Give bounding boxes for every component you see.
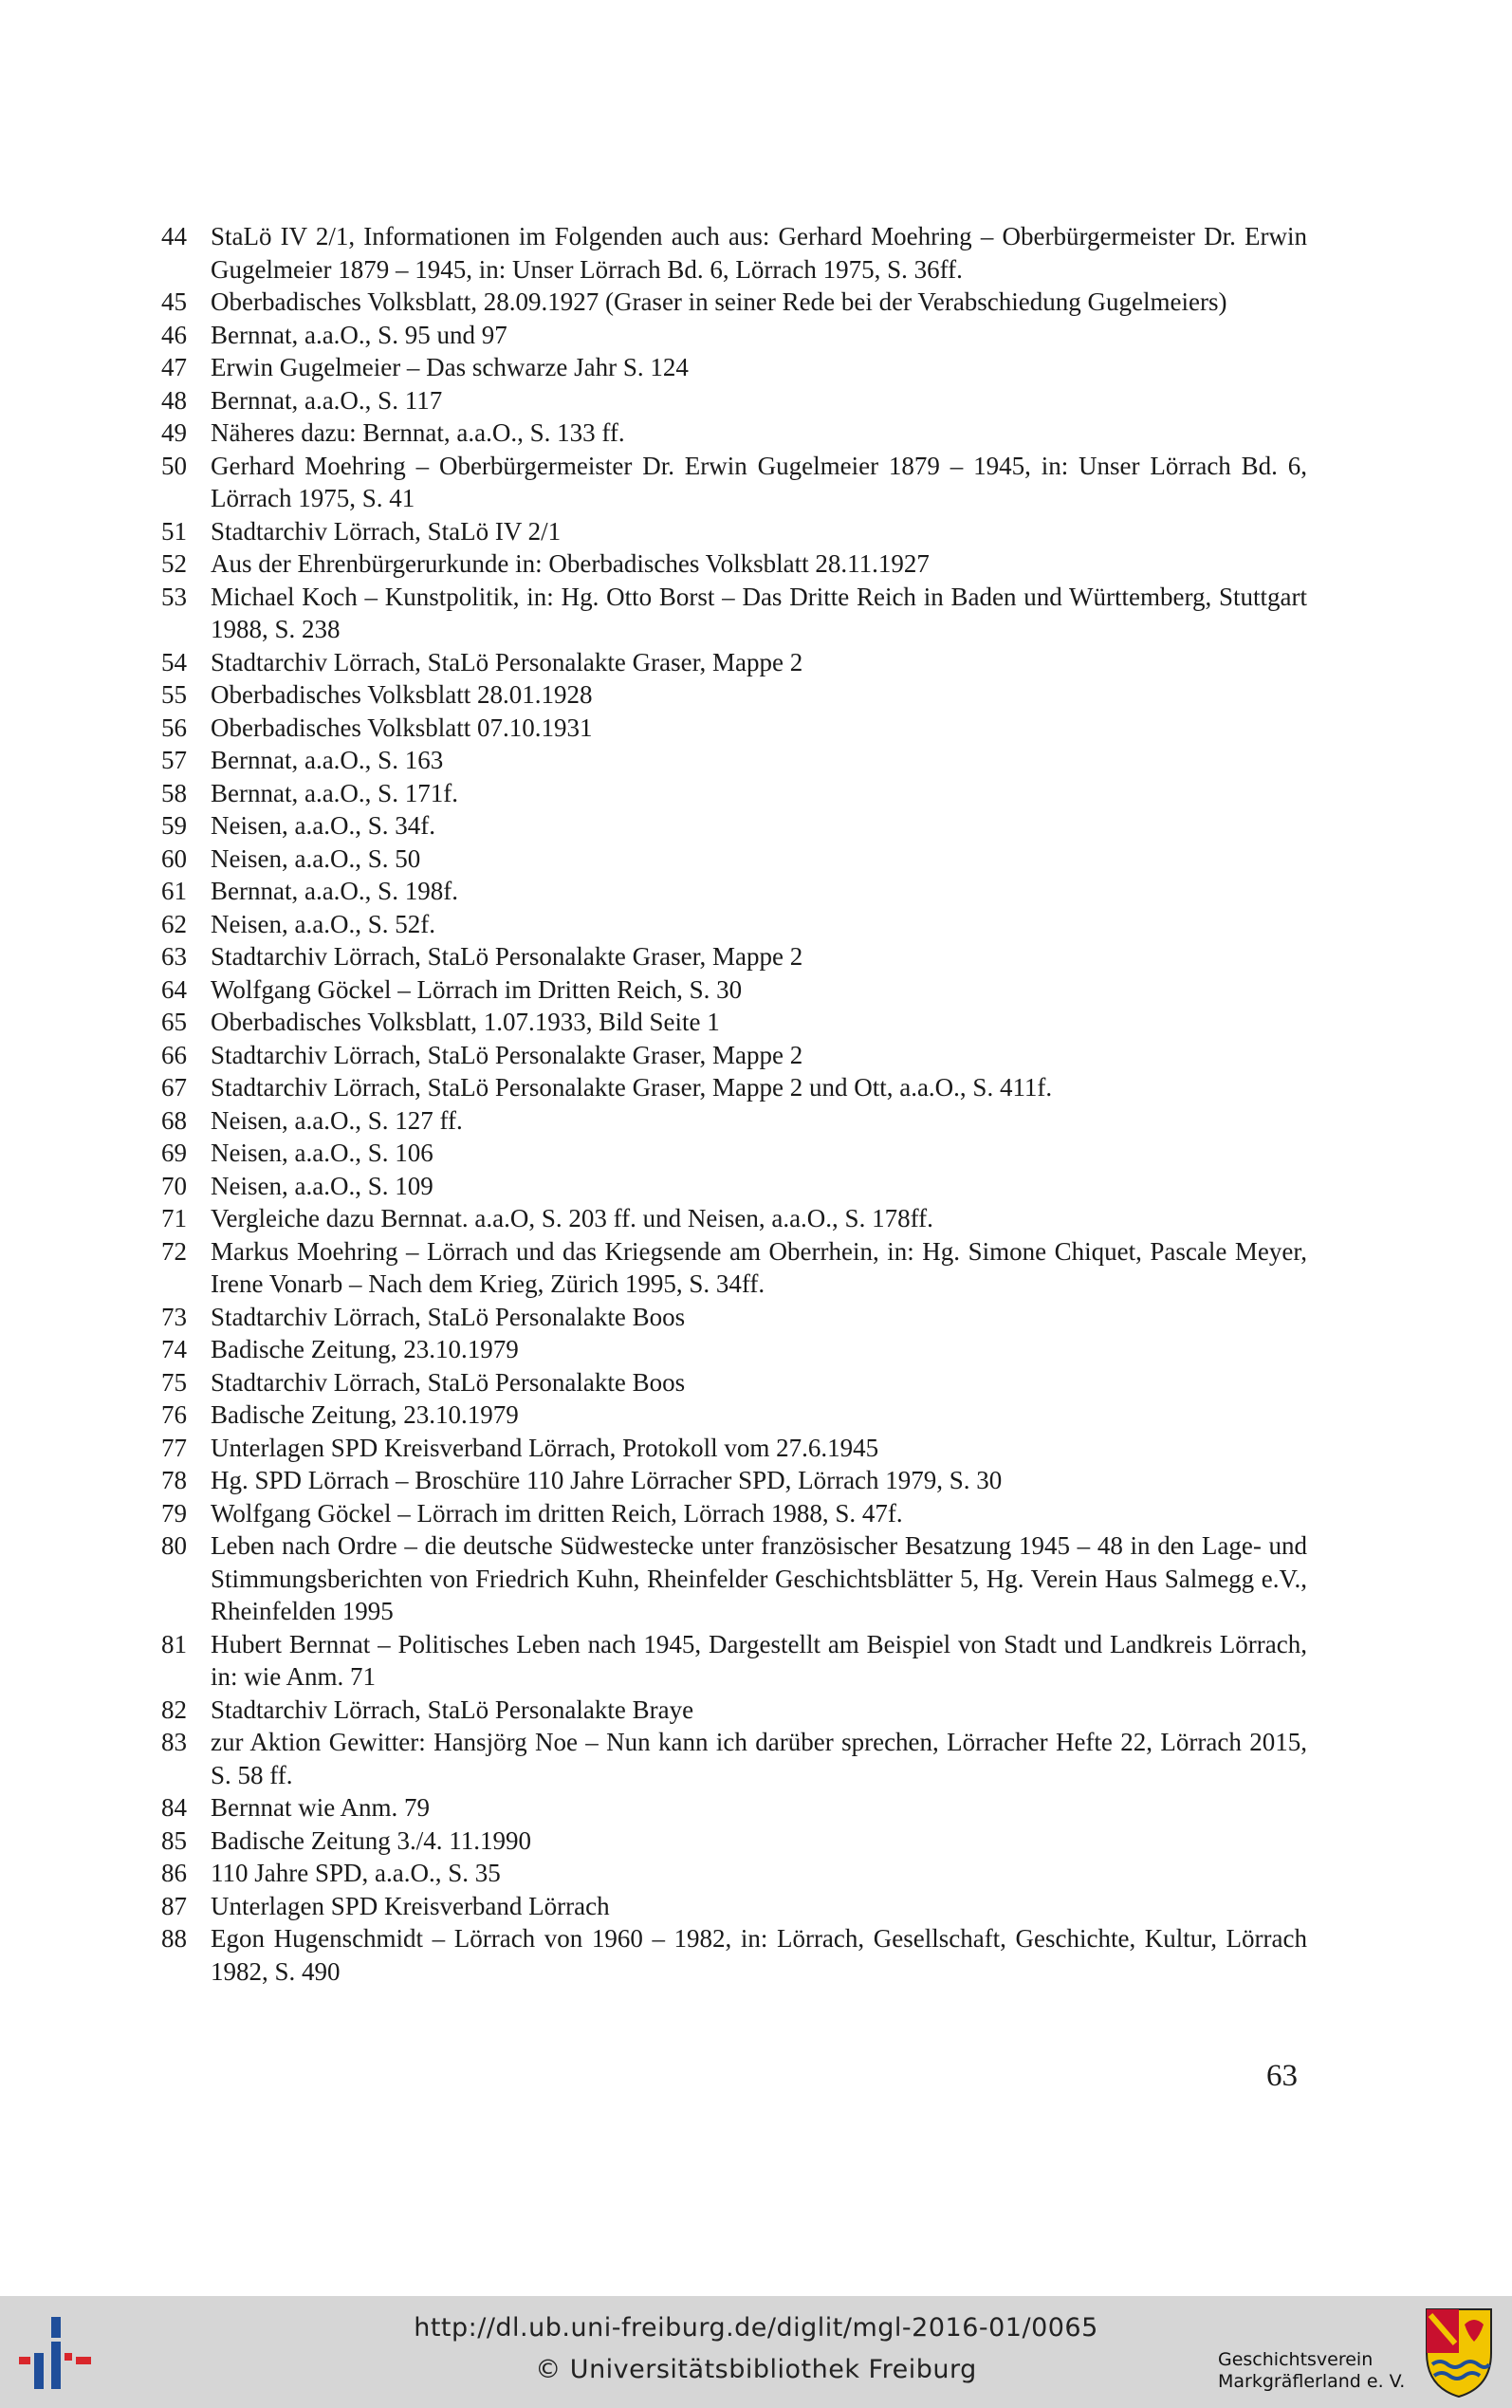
footnote-text: Stadtarchiv Lörrach, StaLö Personalakte Graser, Mappe 2	[211, 647, 803, 676]
footnote-item	[161, 1791, 1307, 1825]
footnote-text: Egon Hugenschmidt – Lörrach von 1960 – 1982, in: Lörrach, Gesellschaft, Geschichte, Kultur, Lörrach 1982, S. 490	[211, 1924, 1307, 1986]
footnote-text: Neisen, a.a.O., S. 109	[211, 1171, 433, 1200]
footnote-text: Leben nach Ordre – die deutsche Südwestecke unter französischer Besatzung 1945 – 48 in den Lage- und Stimmungsberichten von Friedrich Kuhn, Rheinfelder Geschichtsblätter 5, Hg. Verein Haus Salmegg e.V., Rheinfelden 1995	[211, 1531, 1307, 1625]
footnote-item	[161, 908, 1307, 941]
footnote-number: 52	[161, 549, 187, 578]
footnote-number: 57	[161, 746, 187, 774]
footnote-text: Wolfgang Göckel – Lörrach im Dritten Reich, S. 30	[211, 974, 743, 1004]
footnote-text: Näheres dazu: Bernnat, a.a.O., S. 133 ff.	[211, 418, 625, 447]
footnote-item	[161, 1497, 1307, 1530]
footnote-number: 50	[161, 451, 187, 480]
footnote-text: Bernnat, a.a.O., S. 198f.	[211, 877, 458, 905]
footnote-text: Badische Zeitung 3./4. 11.1990	[211, 1825, 531, 1855]
footnote-text: Stadtarchiv Lörrach, StaLö IV 2/1	[211, 516, 562, 546]
footnote-text: Neisen, a.a.O., S. 127 ff.	[211, 1105, 463, 1135]
footnote-number: 58	[161, 778, 187, 807]
footnote-item	[161, 1137, 1307, 1170]
footnote-item	[161, 1464, 1307, 1497]
footnote-text: Badische Zeitung, 23.10.1979	[211, 1335, 519, 1363]
footnote-item	[161, 1039, 1307, 1072]
footnote-text: Hg. SPD Lörrach – Broschüre 110 Jahre Lörracher SPD, Lörrach 1979, S. 30	[211, 1466, 1003, 1494]
footnote-item	[161, 646, 1307, 679]
footnote-number: 60	[161, 843, 187, 873]
copyright-notice: © Universitätsbibliothek Freiburg	[535, 2355, 977, 2384]
footnote-text: Erwin Gugelmeier – Das schwarze Jahr S. 124	[211, 353, 689, 381]
footnote-text: Bernnat wie Anm. 79	[211, 1793, 430, 1822]
footnote-item	[161, 351, 1307, 384]
footnote-text: Bernnat, a.a.O., S. 163	[211, 746, 444, 774]
footnote-number: 46	[161, 320, 187, 349]
footnote-item	[161, 940, 1307, 973]
footnote-text: Markus Moehring – Lörrach und das Kriegsende am Oberrhein, in: Hg. Simone Chiquet, Pascale Meyer, Irene Vonarb – Nach dem Krieg, Zürich 1995, S. 34ff.	[211, 1236, 1307, 1298]
society-name	[1218, 2349, 1436, 2393]
footnote-number: 81	[161, 1629, 187, 1658]
footnote-text: Neisen, a.a.O., S. 34f.	[211, 811, 435, 840]
footnote-number: 72	[161, 1236, 187, 1266]
footnote-number: 59	[161, 811, 187, 840]
footnote-item	[161, 515, 1307, 548]
footnote-item	[161, 1333, 1307, 1366]
footnote-text: Vergleiche dazu Bernnat. a.a.O, S. 203 ff. und Neisen, a.a.O., S. 178ff.	[211, 1204, 933, 1232]
footnote-number: 83	[161, 1728, 187, 1756]
footnote-item	[161, 1529, 1307, 1628]
footnote-number: 47	[161, 353, 187, 381]
footnote-number: 85	[161, 1825, 187, 1855]
footnote-number: 86	[161, 1859, 187, 1887]
footnote-item	[161, 712, 1307, 745]
footnote-number: 68	[161, 1105, 187, 1135]
footnote-text: Gerhard Moehring – Oberbürgermeister Dr. Erwin Gugelmeier 1879 – 1945, in: Unser Lörrach Bd. 6, Lörrach 1975, S. 41	[211, 451, 1307, 512]
footnote-item	[161, 1071, 1307, 1104]
society-name-line2: Markgräflerland e. V.	[1218, 2371, 1406, 2392]
footnote-item	[161, 1006, 1307, 1039]
footnote-number: 62	[161, 909, 187, 938]
footnote-number: 51	[161, 516, 187, 546]
footnote-item	[161, 1922, 1307, 1988]
footnote-number: 76	[161, 1400, 187, 1429]
footnote-number: 66	[161, 1040, 187, 1069]
footnote-number: 74	[161, 1335, 187, 1363]
footnote-text: Badische Zeitung, 23.10.1979	[211, 1400, 519, 1429]
footnote-number: 63	[161, 942, 187, 971]
footnote-item	[161, 1694, 1307, 1727]
footnote-item	[161, 1432, 1307, 1465]
footnote-number: 67	[161, 1073, 187, 1102]
footnote-text: Hubert Bernnat – Politisches Leben nach 1945, Dargestellt am Beispiel von Stadt und Landkreis Lörrach, in: wie Anm. 71	[211, 1629, 1307, 1691]
footnote-text: Stadtarchiv Lörrach, StaLö Personalakte Graser, Mappe 2	[211, 942, 803, 971]
footnote-item	[161, 1170, 1307, 1203]
footnote-item	[161, 319, 1307, 352]
footnote-item	[161, 384, 1307, 417]
footnote-number: 53	[161, 582, 187, 611]
footnote-item	[161, 417, 1307, 450]
footnote-number: 64	[161, 974, 187, 1004]
footnote-text: Stadtarchiv Lörrach, StaLö Personalakte Boos	[211, 1302, 686, 1331]
footnote-number: 61	[161, 877, 187, 905]
footnote-text: Stadtarchiv Lörrach, StaLö Personalakte Graser, Mappe 2 und Ott, a.a.O., S. 411f.	[211, 1073, 1053, 1102]
footnote-item	[161, 1366, 1307, 1399]
footnote-number: 82	[161, 1695, 187, 1724]
footnote-text: Stadtarchiv Lörrach, StaLö Personalakte Boos	[211, 1367, 686, 1397]
footnote-number: 45	[161, 287, 187, 316]
footnote-number: 77	[161, 1433, 187, 1462]
footnote-text: Oberbadisches Volksblatt 07.10.1931	[211, 713, 593, 742]
footnote-item	[161, 1235, 1307, 1301]
footnote-item	[161, 678, 1307, 712]
digitization-url-link[interactable]: http://dl.ub.uni-freiburg.de/diglit/mgl-2016-01/0065	[414, 2313, 1098, 2343]
footnote-number: 54	[161, 647, 187, 676]
footnote-text: zur Aktion Gewitter: Hansjörg Noe – Nun kann ich darüber sprechen, Lörracher Hefte 22, Lörrach 2015, S. 58 ff.	[211, 1728, 1307, 1789]
footnote-text: Unterlagen SPD Kreisverband Lörrach, Protokoll vom 27.6.1945	[211, 1433, 879, 1462]
footnote-text: Michael Koch – Kunstpolitik, in: Hg. Otto Borst – Das Dritte Reich in Baden und Württemberg, Stuttgart 1988, S. 238	[211, 582, 1307, 643]
footnote-text: Bernnat, a.a.O., S. 117	[211, 385, 443, 415]
footnote-item	[161, 220, 1307, 286]
footnote-number: 78	[161, 1466, 187, 1494]
page-number: 63	[1266, 2059, 1298, 2093]
footnote-number: 48	[161, 385, 187, 415]
footnote-number: 65	[161, 1008, 187, 1036]
footnote-item	[161, 1628, 1307, 1694]
footnote-item	[161, 1857, 1307, 1890]
footnote-number: 69	[161, 1139, 187, 1167]
footnote-text: Bernnat, a.a.O., S. 95 und 97	[211, 320, 507, 349]
footnote-text: Wolfgang Göckel – Lörrach im dritten Reich, Lörrach 1988, S. 47f.	[211, 1498, 903, 1528]
footnote-number: 80	[161, 1531, 187, 1560]
footnote-text: StaLö IV 2/1, Informationen im Folgenden auch aus: Gerhard Moehring – Oberbürgermeister Dr. Erwin Gugelmeier 1879 – 1945, in: Unser Lörrach Bd. 6, Lörrach 1975, S. 36ff.	[211, 222, 1307, 284]
footnote-item	[161, 286, 1307, 319]
library-footer-bar	[0, 2296, 1512, 2408]
footnote-item	[161, 1398, 1307, 1432]
footnote-number: 70	[161, 1171, 187, 1200]
footnote-text: Neisen, a.a.O., S. 52f.	[211, 909, 435, 938]
footnote-number: 55	[161, 680, 187, 709]
footnote-number: 56	[161, 713, 187, 742]
footnote-item	[161, 547, 1307, 581]
footnote-item	[161, 875, 1307, 908]
footnote-text: Stadtarchiv Lörrach, StaLö Personalakte Braye	[211, 1695, 694, 1724]
footnote-item	[161, 973, 1307, 1007]
footnote-text: Oberbadisches Volksblatt 28.01.1928	[211, 680, 593, 709]
footnote-item	[161, 1726, 1307, 1791]
footnote-item	[161, 1890, 1307, 1923]
footnote-number: 84	[161, 1793, 187, 1822]
footnote-text: 110 Jahre SPD, a.a.O., S. 35	[211, 1859, 501, 1887]
footnotes-list	[161, 220, 1307, 1988]
footnote-item	[161, 843, 1307, 876]
footnote-item	[161, 1202, 1307, 1235]
footnote-text: Oberbadisches Volksblatt, 1.07.1933, Bild Seite 1	[211, 1008, 720, 1036]
footnote-number: 87	[161, 1891, 187, 1920]
footnote-number: 73	[161, 1302, 187, 1331]
footnote-text: Unterlagen SPD Kreisverband Lörrach	[211, 1891, 610, 1920]
footnote-text: Bernnat, a.a.O., S. 171f.	[211, 778, 458, 807]
footnote-number: 71	[161, 1204, 187, 1232]
footnote-text: Neisen, a.a.O., S. 106	[211, 1139, 433, 1167]
footnote-text: Oberbadisches Volksblatt, 28.09.1927 (Graser in seiner Rede bei der Verabschiedung Gugelmeiers)	[211, 287, 1227, 316]
footnote-item	[161, 744, 1307, 777]
footnote-number: 49	[161, 418, 187, 447]
footnote-item	[161, 777, 1307, 810]
coat-of-arms-icon	[1423, 2306, 1495, 2399]
footnote-number: 79	[161, 1498, 187, 1528]
footnote-item	[161, 1825, 1307, 1858]
footnote-item	[161, 581, 1307, 646]
footnote-item	[161, 1301, 1307, 1334]
footnote-item	[161, 450, 1307, 515]
footnote-text: Neisen, a.a.O., S. 50	[211, 843, 421, 873]
footnote-number: 44	[161, 222, 187, 250]
footnote-number: 75	[161, 1367, 187, 1397]
footnote-item	[161, 1104, 1307, 1138]
footnote-text: Aus der Ehrenbürgerurkunde in: Oberbadisches Volksblatt 28.11.1927	[211, 549, 930, 578]
footnote-number: 88	[161, 1924, 187, 1953]
footnote-text: Stadtarchiv Lörrach, StaLö Personalakte Graser, Mappe 2	[211, 1040, 803, 1069]
footnote-item	[161, 809, 1307, 843]
society-name-line1: Geschichtsverein	[1218, 2349, 1374, 2370]
